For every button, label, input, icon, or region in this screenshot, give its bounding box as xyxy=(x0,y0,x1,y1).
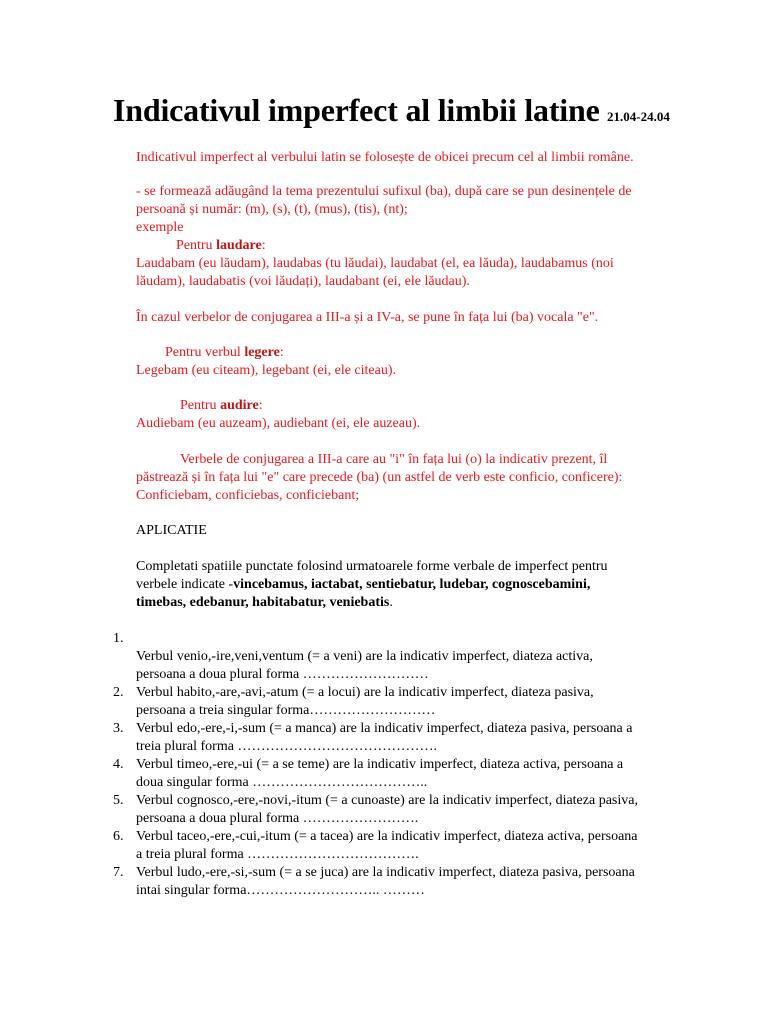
verb-forms-list-2: timebas, edebanur, habitabatur, veniebatis xyxy=(136,595,390,610)
io-verbs-line-2: păstrează și în fața lui "e" care precede (ba) (un astfel de verb este conficio, conficere): xyxy=(136,470,623,485)
exercise-3-line-1: Verbul edo,-ere,-i,-sum (= a manca) are la indicativ imperfect, diateza pasiva, persoana a xyxy=(136,721,633,736)
exercise-1-line-1: Verbul venio,-ire,veni,ventum (= a veni) are la indicativ imperfect, diateza activa, xyxy=(136,649,593,664)
legere-heading: Pentru verbul legere: xyxy=(165,345,284,360)
audire-line: Audiebam (eu auzeam), audiebant (ei, ele auzeau). xyxy=(136,416,421,431)
intro-paragraph: Indicativul imperfect al verbului latin se folosește de obicei precum cel al limbii române. xyxy=(136,150,634,165)
laudare-heading: Pentru laudare: xyxy=(176,238,266,253)
exercise-2-line-1: Verbul habito,-are,-avi,-atum (= a locui) are la indicativ imperfect, diateza pasiva, xyxy=(136,685,594,700)
exercise-2-line-2: persoana a treia singular forma……………………… xyxy=(136,703,436,718)
io-verbs-line-3: Conficiebam, conficiebas, conficiebant; xyxy=(136,488,360,503)
exercise-number: 3. xyxy=(113,721,124,736)
exercise-7-line-2: intai singular forma……………………….. ……… xyxy=(136,883,425,898)
audire-verb: audire xyxy=(220,398,259,413)
audire-heading: Pentru audire: xyxy=(180,398,263,413)
exercise-number: 1. xyxy=(113,631,124,646)
laudare-verb: laudare xyxy=(216,238,262,253)
date-range: 21.04-24.04 xyxy=(607,109,670,124)
exercise-4-line-1: Verbul timeo,-ere,-ui (= a se teme) are la indicativ imperfect, diateza activa, persoana a xyxy=(136,757,624,772)
exercise-7-line-1: Verbul ludo,-ere,-si,-sum (= a se juca) are la indicativ imperfect, diateza pasiva, persoana xyxy=(136,865,635,880)
exercise-number: 2. xyxy=(113,685,124,700)
formation-line-2: persoană și număr: (m), (s), (t), (mus), (tis), (nt); xyxy=(136,202,408,217)
exercise-6-line-1: Verbul taceo,-ere,-cui,-itum (= a tacea) are la indicativ imperfect, diateza activa, persoana xyxy=(136,829,638,844)
instructions-line-2: verbele indicate -vincebamus, iactabat, sentiebatur, ludebar, cognoscebamini, xyxy=(136,577,591,592)
verb-forms-list-1: vincebamus, iactabat, sentiebatur, ludebar, cognoscebamini, xyxy=(233,577,591,592)
exercise-3-line-2: treia plural forma ……………………………………. xyxy=(136,739,437,754)
exercise-4-line-2: doua singular forma ……………………………….. xyxy=(136,775,428,790)
legere-verb: legere xyxy=(244,345,280,360)
examples-label: exemple xyxy=(136,220,184,235)
exercise-5-line-1: Verbul cognosco,-ere,-novi,-itum (= a cunoaste) are la indicativ imperfect, diateza pasiva, xyxy=(136,793,638,808)
exercise-number: 6. xyxy=(113,829,124,844)
conjugation-3-4-note: În cazul verbelor de conjugarea a III-a și a IV-a, se pune în fața lui (ba) vocala "e". xyxy=(136,310,599,325)
page-title: Indicativul imperfect al limbii latine xyxy=(113,92,600,128)
aplicatie-heading: APLICATIE xyxy=(136,523,207,538)
laudare-line-1: Laudabam (eu lăudam), laudabas (tu lăudai), laudabat (el, ea lăuda), laudabamus (noi xyxy=(136,256,614,271)
exercise-6-line-2: a treia plural forma ………………………………. xyxy=(136,847,419,862)
exercise-5-line-2: persoana a doua plural forma ……………………. xyxy=(136,811,419,826)
legere-line: Legebam (eu citeam), legebant (ei, ele citeau). xyxy=(136,363,397,378)
formation-line-1: - se formează adăugând la tema prezentului sufixul (ba), după care se pun desinențele de xyxy=(136,184,632,199)
instructions-line-3: timebas, edebanur, habitabatur, veniebatis. xyxy=(136,595,393,610)
exercise-number: 4. xyxy=(113,757,124,772)
exercise-1-line-2: persoana a doua plural forma ……………………… xyxy=(136,667,429,682)
exercise-number: 5. xyxy=(113,793,124,808)
exercise-number: 7. xyxy=(113,865,124,880)
io-verbs-line-1: Verbele de conjugarea a III-a care au "i" în fața lui (o) la indicativ prezent, îl xyxy=(180,452,608,467)
laudare-line-2: lăudam), laudabatis (voi lăudați), laudabant (ei, ele lăudau). xyxy=(136,274,470,289)
instructions-line-1: Completati spatiile punctate folosind urmatoarele forme verbale de imperfect pentru xyxy=(136,559,608,574)
